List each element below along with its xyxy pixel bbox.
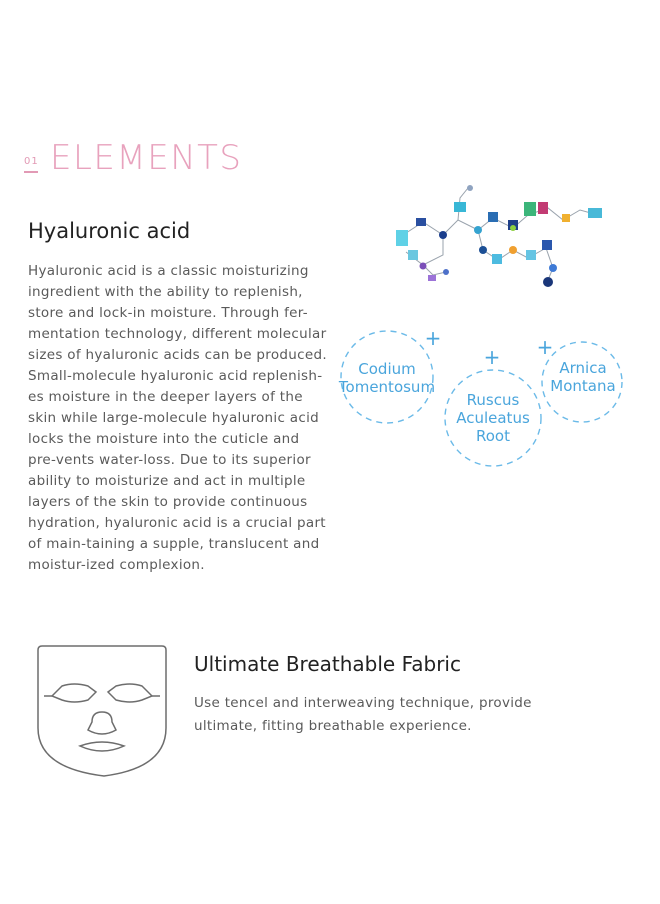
hyaluronic-title: Hyaluronic acid bbox=[28, 219, 191, 243]
molecule-illustration bbox=[388, 180, 608, 290]
ruscus-label-2: Aculeatus bbox=[456, 409, 530, 427]
plus-icon: + bbox=[424, 326, 442, 350]
fabric-title: Ultimate Breathable Fabric bbox=[194, 652, 461, 676]
section-title: ELEMENTS bbox=[50, 138, 243, 178]
arnica-label-2: Montana bbox=[550, 377, 616, 395]
ingredient-bubbles bbox=[330, 320, 630, 480]
plus-icon: + bbox=[483, 345, 501, 369]
codium-label-2: Tomentosum bbox=[338, 378, 436, 396]
section-number: 01 bbox=[24, 156, 39, 167]
section-number-underline bbox=[24, 171, 38, 173]
face-mask-icon bbox=[34, 640, 170, 782]
codium-label-1: Codium bbox=[358, 360, 416, 378]
fabric-description: Use tencel and interweaving technique, provide ultimate, fitting breathable experience. bbox=[194, 695, 532, 734]
hyaluronic-description: Hyaluronic acid is a classic moisturizing ingredient with the ability to replenish, store and lock-in moisture. Through fer-mentation technology, different molecular sizes of hyaluronic acids can be produced. Small-molecule hyaluronic acid replenish-es moisture in the deeper layers of the skin while large-molecule hyaluronic acid locks the moisture into the cuticle and pre-vents water-loss. Due to its superior ability to moisturize and act in multiple layers of the skin to provide continuous hydration, hyaluronic acid is a crucial part of main-taining a supple, translucent and moistur-ized complexion. bbox=[28, 263, 327, 573]
ruscus-label-3: Root bbox=[476, 427, 510, 445]
ruscus-label-1: Ruscus bbox=[466, 391, 520, 409]
plus-icon: + bbox=[536, 335, 554, 359]
arnica-label-1: Arnica bbox=[559, 359, 607, 377]
